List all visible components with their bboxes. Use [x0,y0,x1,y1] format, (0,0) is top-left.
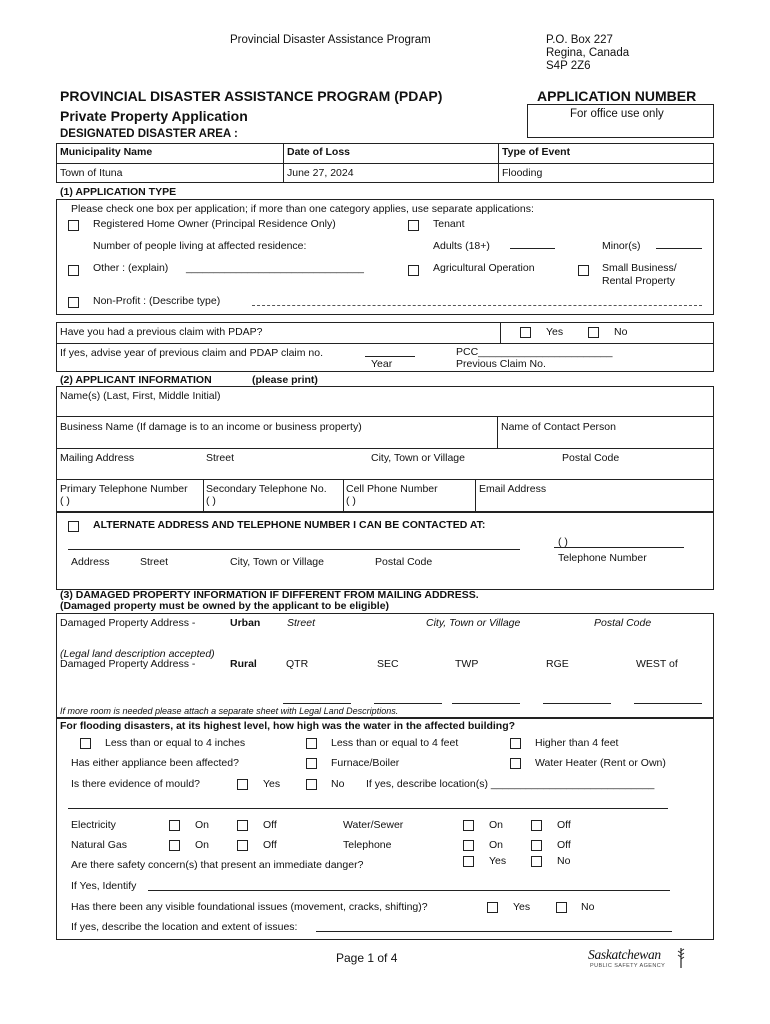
contact-person-label[interactable]: Name of Contact Person [501,421,616,433]
year-input[interactable] [365,356,415,357]
business-name-label[interactable]: Business Name (If damage is to an income or business property) [60,421,362,433]
water-heater-checkbox[interactable] [510,758,521,769]
damaged-address-label-2: Damaged Property Address - [60,658,196,670]
municipality-value[interactable]: Town of Ituna [60,167,123,179]
please-print-label: (please print) [252,374,318,386]
wheat-sheaf-icon [677,947,686,969]
subtitle: Private Property Application [60,108,248,124]
water-sewer-on-label: On [489,819,504,831]
minors-label: Minor(s) [602,240,641,252]
mailing-street-label: Street [206,452,235,464]
mould-no-label: No [331,778,345,790]
section3-subtitle: (Damaged property must be owned by the applicant to be eligible) [60,600,390,612]
minors-input[interactable] [656,248,702,249]
furnace-label: Furnace/Boiler [331,757,400,769]
furnace-checkbox[interactable] [306,758,317,769]
foundation-no-checkbox[interactable] [556,902,567,913]
mould-location-line-2[interactable] [68,808,668,809]
rge-input[interactable] [543,703,611,704]
lt4ft-checkbox[interactable] [306,738,317,749]
electricity-on-label: On [195,819,210,831]
qtr-input[interactable] [283,703,351,704]
program-name: Provincial Disaster Assistance Program [230,34,431,46]
urban-label: Urban [230,617,261,629]
section2-title: (2) APPLICANT INFORMATION [60,374,212,386]
more-room-note: If more room is needed please attach a separate sheet with Legal Land Descriptions. [60,706,399,716]
telephone-off-checkbox[interactable] [531,840,542,851]
legal-description-label: (Legal land description accepted) [60,648,215,660]
previous-claim-no-checkbox[interactable] [588,327,599,338]
appliance-question: Has either appliance been affected? [71,757,239,769]
section1-title: (1) APPLICATION TYPE [60,186,177,198]
safety-yes-label: Yes [489,855,507,867]
non-profit-checkbox[interactable] [68,297,79,308]
home-owner-label: Registered Home Owner (Principal Residence Only) [93,218,336,230]
telephone-off-label: Off [557,839,571,851]
foundation-no-label: No [581,901,595,913]
mould-yes-checkbox[interactable] [237,779,248,790]
electricity-off-label: Off [263,819,277,831]
alternate-phone-paren: ( ) [558,536,568,548]
foundation-question: Has there been any visible foundational issues (movement, cracks, shifting)? [71,901,428,913]
mould-question: Is there evidence of mould? [71,778,200,790]
small-business-label-2: Rental Property [602,275,675,287]
twp-input[interactable] [452,703,520,704]
alternate-postal-label: Postal Code [375,556,433,568]
natural-gas-label: Natural Gas [71,839,128,851]
people-living-label: Number of people living at affected residence: [93,240,307,252]
secondary-phone-paren: ( ) [206,495,216,507]
logo-subtitle: PUBLIC SAFETY AGENCY [590,963,666,969]
if-yes-identify-label: If Yes, Identify [71,880,137,892]
foundation-describe-label: If yes, describe the location and extent of issues: [71,921,298,933]
gt4ft-label: Higher than 4 feet [535,737,619,749]
alternate-phone-input[interactable] [554,547,684,548]
previous-claim-yes-label: Yes [546,326,564,338]
application-number-box[interactable] [527,104,714,138]
names-label[interactable]: Name(s) (Last, First, Middle Initial) [60,390,221,402]
damaged-address-label: Damaged Property Address - [60,617,196,629]
address-line-1: P.O. Box 227 [546,34,613,46]
previous-claim-yes-checkbox[interactable] [520,327,531,338]
if-yes-advise-label: If yes, advise year of previous claim and PDAP claim no. [60,347,324,359]
alternate-address-label: Address [71,556,110,568]
damaged-postal-label[interactable]: Postal Code [594,617,652,629]
safety-no-label: No [557,855,571,867]
previous-claim-no-caption: Previous Claim No. [456,358,546,370]
other-checkbox[interactable] [68,265,79,276]
logo-wordmark: Saskatchewan [588,947,661,962]
saskatchewan-logo [588,947,688,973]
damaged-street-label[interactable]: Street [287,617,316,629]
water-sewer-off-checkbox[interactable] [531,820,542,831]
mailing-address-label[interactable]: Mailing Address [60,452,135,464]
mould-yes-label: Yes [263,778,281,790]
flooding-question: For flooding disasters, at its highest level, how high was the water in the affected building? [60,720,516,732]
mailing-postal-label: Postal Code [562,452,620,464]
rural-label: Rural [230,658,257,670]
qtr-label: QTR [286,658,309,670]
water-sewer-off-label: Off [557,819,571,831]
natural-gas-on-checkbox[interactable] [169,840,180,851]
home-owner-checkbox[interactable] [68,220,79,231]
lt4in-checkbox[interactable] [80,738,91,749]
electricity-on-checkbox[interactable] [169,820,180,831]
non-profit-label: Non-Profit : (Describe type) [93,295,221,307]
foundation-describe-input[interactable] [316,931,672,932]
lt4in-label: Less than or equal to 4 inches [105,737,246,749]
type-of-event-value[interactable]: Flooding [502,167,543,179]
rge-label: RGE [546,658,569,670]
primary-phone-label[interactable]: Primary Telephone Number [60,483,188,495]
safety-question: Are there safety concern(s) that present an immediate danger? [71,859,364,871]
date-of-loss-header: Date of Loss [287,146,351,158]
telephone-on-checkbox[interactable] [463,840,474,851]
lt4ft-label: Less than or equal to 4 feet [331,737,459,749]
application-number-label: APPLICATION NUMBER [537,88,697,104]
water-heater-label: Water Heater (Rent or Own) [535,757,666,769]
previous-claim-no-label: No [614,326,628,338]
electricity-label: Electricity [71,819,116,831]
agricultural-label: Agricultural Operation [433,262,535,274]
gt4ft-checkbox[interactable] [510,738,521,749]
electricity-off-checkbox[interactable] [237,820,248,831]
adults-label: Adults (18+) [433,240,490,252]
west-of-label: WEST of [636,658,678,670]
agricultural-checkbox[interactable] [408,265,419,276]
safety-yes-checkbox[interactable] [463,856,474,867]
type-of-event-header: Type of Event [502,146,571,158]
mailing-city-label: City, Town or Village [371,452,465,464]
telephone-on-label: On [489,839,504,851]
natural-gas-off-label: Off [263,839,277,851]
email-label[interactable]: Email Address [479,483,547,495]
municipality-header: Municipality Name [60,146,153,158]
west-of-input[interactable] [634,703,702,704]
main-title: PROVINCIAL DISASTER ASSISTANCE PROGRAM (PDAP) [60,88,443,104]
foundation-yes-checkbox[interactable] [487,902,498,913]
foundation-yes-label: Yes [513,901,531,913]
adults-input[interactable] [510,248,555,249]
cell-phone-paren: ( ) [346,495,356,507]
sec-input[interactable] [374,703,442,704]
page-number: Page 1 of 4 [336,951,398,965]
safety-no-checkbox[interactable] [531,856,542,867]
alternate-street-label: Street [140,556,169,568]
section1-instruction: Please check one box per application; if more than one category applies, use separate applications: [71,203,534,215]
section3-title: (3) DAMAGED PROPERTY INFORMATION IF DIFFERENT FROM MAILING ADDRESS. [60,589,479,601]
pcc-input[interactable]: PCC_______________________ [456,346,613,358]
twp-label: TWP [455,658,479,670]
address-line-3: S4P 2Z6 [546,60,591,72]
mould-no-checkbox[interactable] [306,779,317,790]
designated-label: DESIGNATED DISASTER AREA : [60,128,238,140]
damaged-city-label[interactable]: City, Town or Village [426,617,521,629]
office-use-label: For office use only [570,108,664,120]
alternate-address-title: ALTERNATE ADDRESS AND TELEPHONE NUMBER I CAN BE CONTACTED AT: [93,519,486,531]
mould-location-input[interactable]: If yes, describe location(s) ____________________________ [366,778,655,790]
other-input[interactable]: ________________________________ [186,263,364,274]
other-label: Other : (explain) [93,262,169,274]
tenant-checkbox[interactable] [408,220,419,231]
alternate-telephone-label: Telephone Number [558,552,647,564]
telephone-label: Telephone [343,839,392,851]
date-of-loss-value[interactable]: June 27, 2024 [287,167,354,179]
alternate-address-checkbox[interactable] [68,521,79,532]
sec-label: SEC [377,658,399,670]
identify-input[interactable] [148,890,670,891]
cell-phone-label[interactable]: Cell Phone Number [346,483,438,495]
year-label: Year [371,358,393,370]
water-sewer-label: Water/Sewer [343,819,404,831]
secondary-phone-label[interactable]: Secondary Telephone No. [206,483,327,495]
alternate-address-input[interactable] [68,549,520,550]
alternate-city-label: City, Town or Village [230,556,324,568]
previous-claim-question: Have you had a previous claim with PDAP? [60,326,263,338]
non-profit-input[interactable] [252,305,702,306]
address-line-2: Regina, Canada [546,47,630,59]
natural-gas-on-label: On [195,839,210,851]
small-business-label-1: Small Business/ [602,262,677,274]
small-business-checkbox[interactable] [578,265,589,276]
primary-phone-paren: ( ) [60,495,70,507]
water-sewer-on-checkbox[interactable] [463,820,474,831]
natural-gas-off-checkbox[interactable] [237,840,248,851]
tenant-label: Tenant [433,218,465,230]
